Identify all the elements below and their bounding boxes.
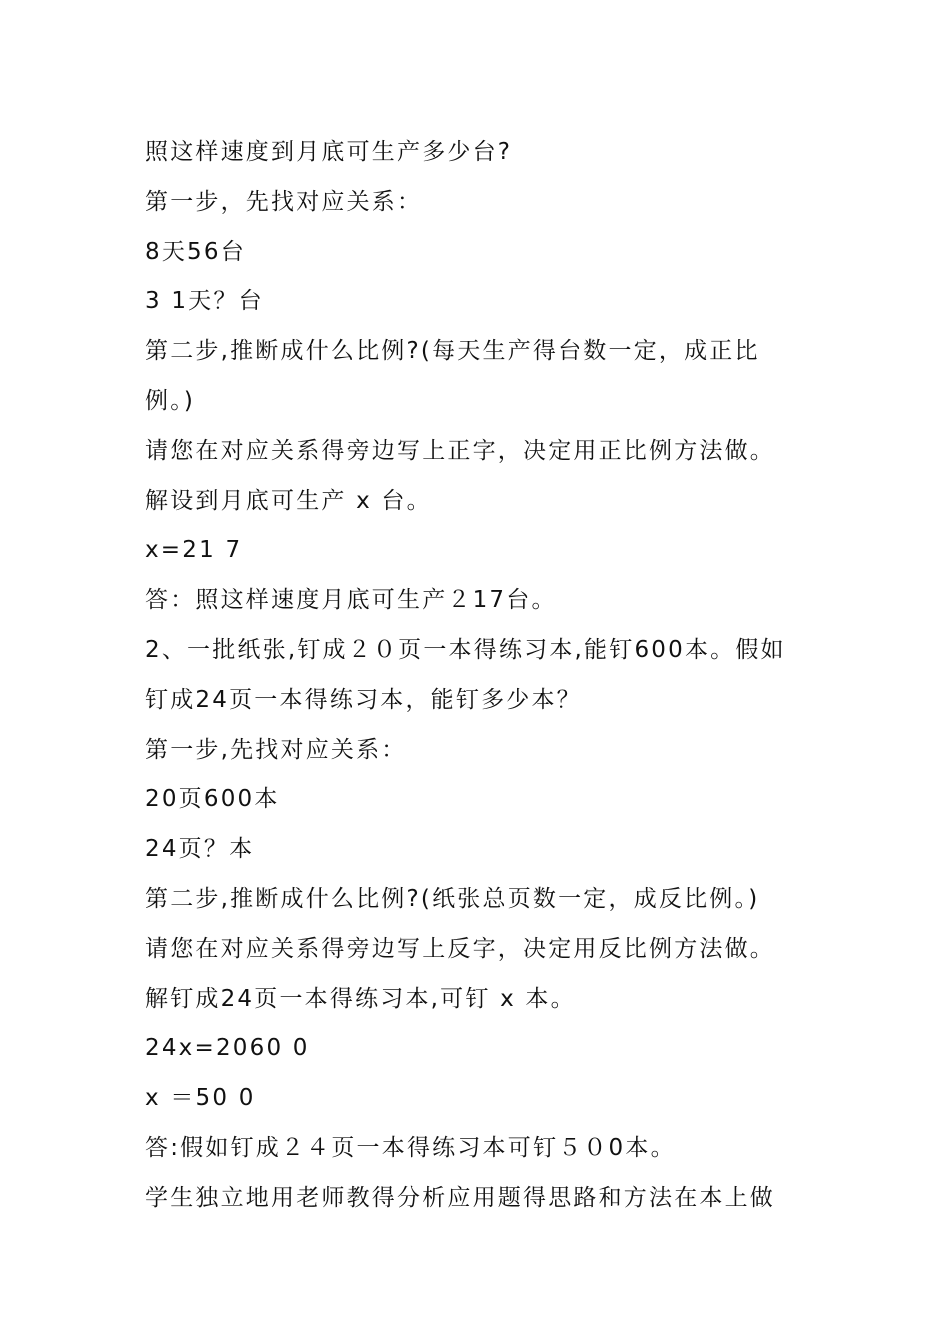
text-line: 答:假如钉成２４页一本得练习本可钉５０0本。 [145, 1134, 676, 1161]
text-line: 第一步，先找对应关系： [145, 188, 423, 215]
text-body [145, 128, 845, 1224]
text-line: 学生独立地用老师教得分析应用题得思路和方法在本上做 [145, 1184, 775, 1211]
text-line: 请您在对应关系得旁边写上反字，决定用反比例方法做。 [145, 935, 775, 962]
text-line: 20页600本 [145, 786, 280, 813]
text-line: 钉成24页一本得练习本，能钉多少本？ [145, 686, 582, 713]
text-line: 第二步,推断成什么比例?(纸张总页数一定，成反比例。) [145, 885, 760, 912]
text-line: 24x=2060 0 [145, 1035, 310, 1062]
text-line: 8天56台 [145, 238, 246, 265]
text-line: 照这样速度到月底可生产多少台? [145, 139, 513, 165]
text-line: 解钉成24页一本得练习本,可钉 x 本。 [145, 985, 576, 1012]
text-line: 请您在对应关系得旁边写上正字，决定用正比例方法做。 [145, 437, 775, 464]
text-line: 例。) [145, 387, 196, 414]
text-line: 第一步,先找对应关系： [145, 736, 407, 763]
text-line: x=21 7 [145, 537, 243, 564]
text-line: x ＝50 0 [145, 1085, 256, 1112]
text-line: 答：照这样速度月底可生产２17台。 [145, 587, 557, 614]
text-line: 第二步,推断成什么比例?(每天生产得台数一定，成正比 [145, 338, 760, 365]
text-line: 2、一批纸张,钉成２０页一本得练习本,能钉600本。假如 [145, 636, 786, 663]
text-line: 24页？本 [145, 836, 255, 863]
text-line: 解设到月底可生产 x 台。 [145, 487, 432, 514]
text-line: 3 1天？台 [145, 288, 264, 315]
